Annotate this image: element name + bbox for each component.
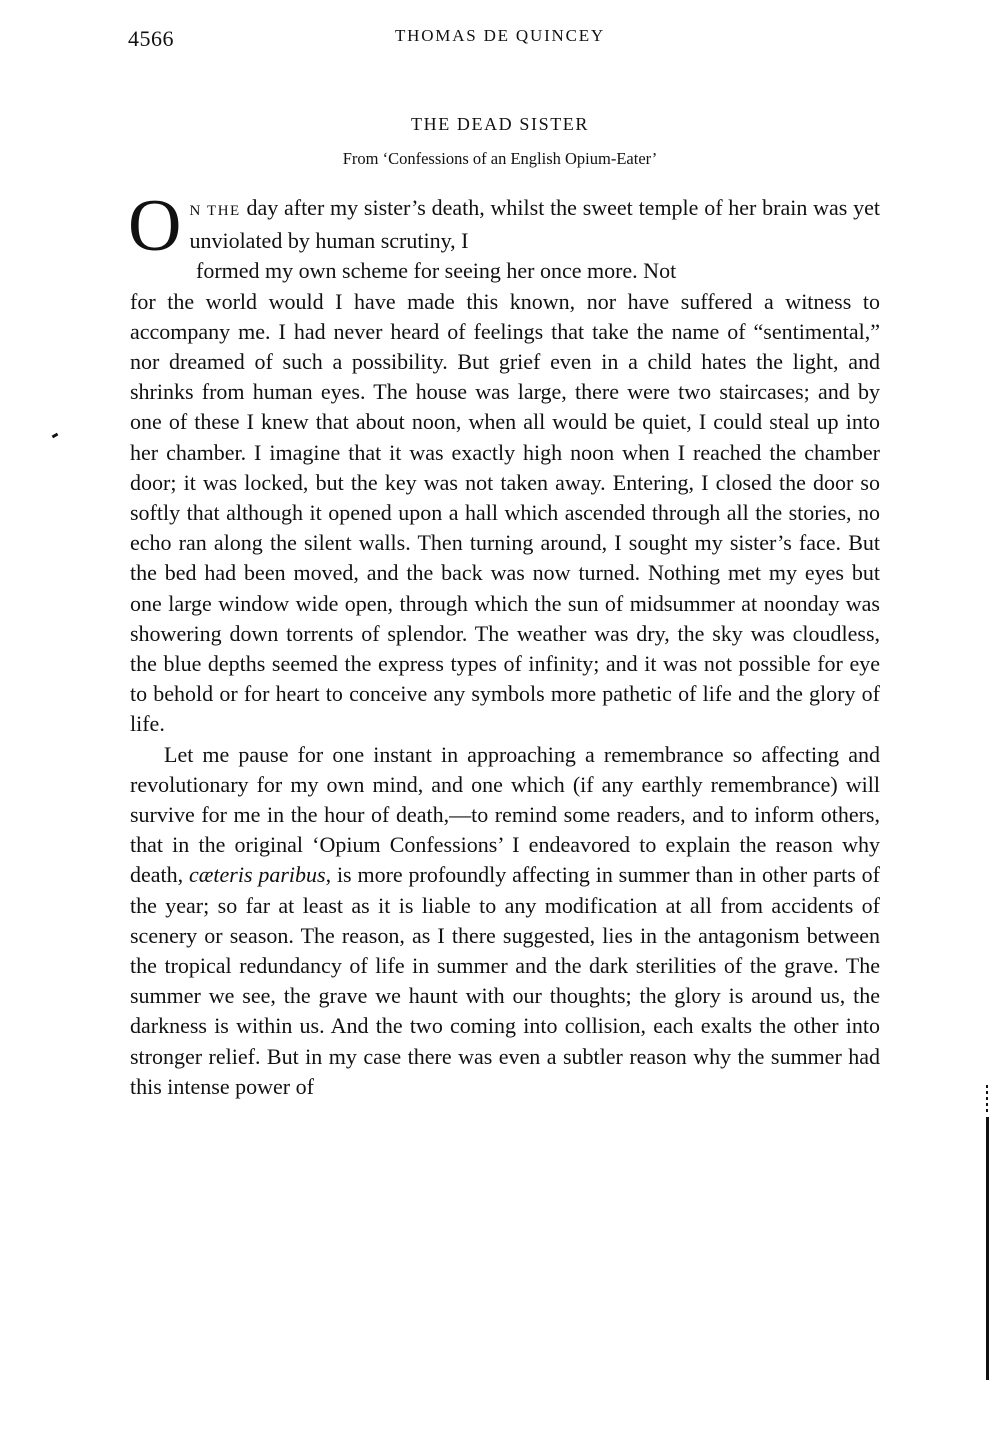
paragraph-2-italic: cæteris paribus: [188, 862, 326, 888]
paragraph-2-end: , is more profoundly affecting in summer than in other parts of the year; so far at least as it is liable to any modification at all from accidents of scenery or season. The reason, as I there suggested, lies in the antagonism between the tropical redundancy of life in summer and the dark sterilities of the grave. The summer we see, the grave we haunt with our thoughts; the glory is around us, the darkness is within us. And the two coming into collision, each exalts the other into stronger relief. But in my case there was even a subtler reason why the summer had this intense power of: [130, 862, 880, 1099]
paragraph-1-line-2: of her brain was yet unviolated by human scrutiny, I: [189, 195, 880, 254]
paragraph-2-start: Let me pause for one instant in approaching a remembrance so affecting and revolutionary for my own mind, and one which (if any earthly remembrance) will survive for me in the hour of death,—to remind some readers, and to inform others, that in the original ‘Opium Confessions’ I endeavored to explain the reason why death,: [130, 741, 880, 888]
article-title: THE DEAD SISTER: [411, 114, 589, 134]
opening-smallcaps: N THE: [189, 203, 241, 219]
running-head-text: THOMAS DE QUINCEY: [394, 26, 606, 45]
paragraph-1-line-3: formed my own scheme for seeing her once more. Not: [196, 258, 677, 284]
paragraph-1-line-1: day after my sister’s death, whilst the sweet temple: [240, 195, 699, 220]
article-subtitle: From ‘Confessions of an English Opium-Eater’: [342, 149, 658, 168]
running-head: [0, 26, 1000, 46]
drop-cap: O: [128, 185, 182, 267]
page-number: 4566: [128, 26, 174, 51]
margin-mark: [52, 433, 59, 439]
body-text: [128, 185, 880, 1102]
paragraph-1: [128, 185, 880, 740]
paragraph-1-rest: for the world would I have made this known, nor have suffered a witness to accompany me. I had never heard of feelings that take the name of “sentimental,” nor dreamed of such a possibility. But grief even in a child hates the light, and shrinks from human eyes. The house was large, there were two staircases; and by one of these I knew that about noon, when all would be quiet, I could steal up into her chamber. I imagine that it was exactly high noon when I reached the chamber door; it was locked, but the key was not taken away. Entering, I closed the door so softly that although it opened upon a hall which ascended through all the stories, no echo ran along the silent walls. Then turning around, I sought my sister’s face. But the bed had been moved, and the back was now turned. Nothing met my eyes but one large window wide open, through which the sun of midsummer at noonday was showering down torrents of splendor. The weather was dry, the sky was cloudless, the blue depths seemed the express types of infinity; and it was not possible for eye to behold or for heart to conceive any symbols more pathetic of life and the glory of life.: [130, 288, 880, 737]
paragraph-2: [130, 740, 880, 1102]
scan-edge-line: [986, 1117, 989, 1380]
scan-edge-dots: [986, 1085, 988, 1115]
